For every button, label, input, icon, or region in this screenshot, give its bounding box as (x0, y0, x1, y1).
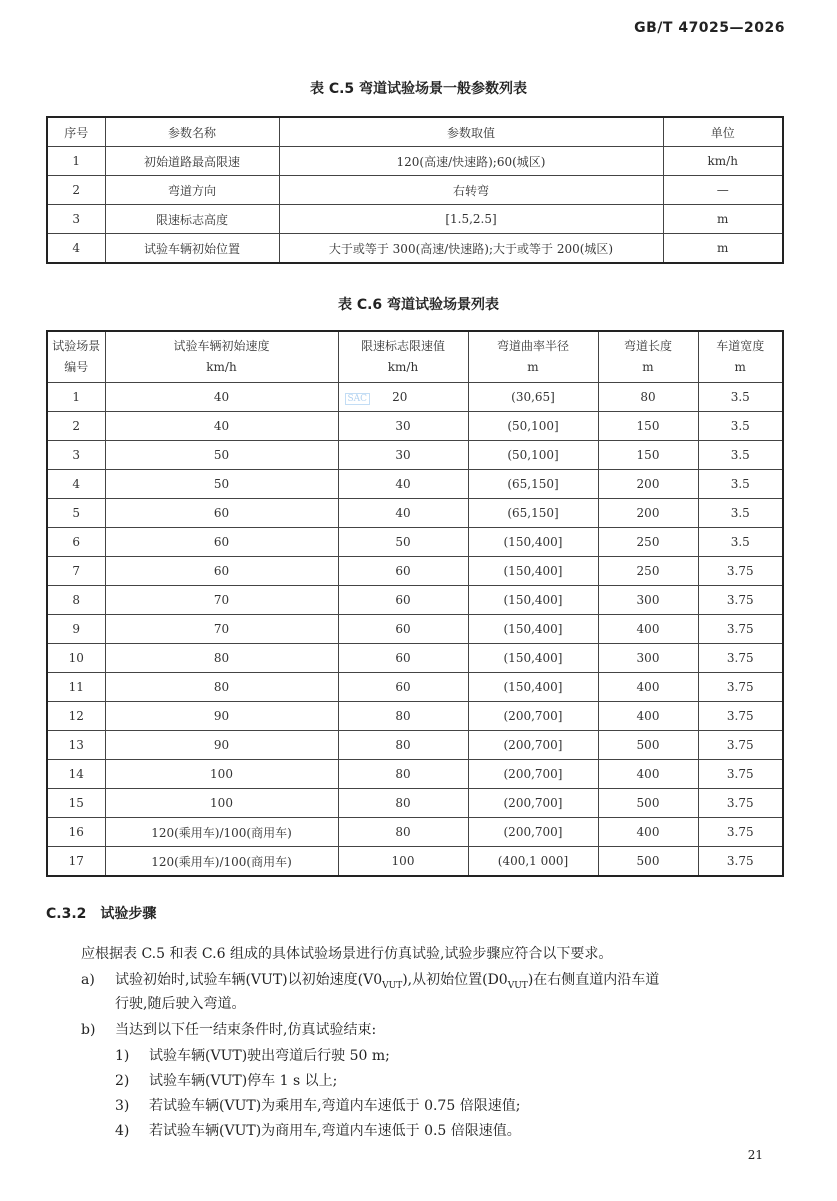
table-cell: 100 (105, 760, 338, 789)
table-cell: 3.5 (698, 528, 783, 557)
table-cell: 70 (105, 586, 338, 615)
table-cell: 8 (47, 586, 105, 615)
section-title: 试验步骤 (100, 906, 157, 922)
table-header-cell: 序号 (47, 117, 105, 147)
table-header-cell: 试验车辆初始速度 km/h (105, 331, 338, 383)
table-cell: (200,700] (468, 760, 598, 789)
list-label: b) (81, 1022, 96, 1038)
table-c5-caption: 表 C.5 弯道试验场景一般参数列表 (309, 81, 528, 97)
table-row (47, 205, 783, 234)
table-cell: 60 (105, 557, 338, 586)
table-cell: 6 (47, 528, 105, 557)
table-cell: 3.5 (698, 499, 783, 528)
list-item-a-continuation: 行驶,随后驶入弯道。 (115, 996, 246, 1012)
table-cell: 3.75 (698, 731, 783, 760)
table-cell: 3.5 (698, 441, 783, 470)
table-cell: 80 (338, 760, 468, 789)
table-row (47, 441, 783, 470)
table-row (47, 760, 783, 789)
table-cell: 3.75 (698, 847, 783, 877)
table-cell: 400 (598, 702, 698, 731)
table-cell: 400 (598, 760, 698, 789)
table-cell: 80 (105, 673, 338, 702)
table-cell: 80 (338, 731, 468, 760)
watermark-logo: SAC (345, 393, 371, 405)
table-cell: 400 (598, 818, 698, 847)
table-header-cell: 限速标志限速值 km/h (338, 331, 468, 383)
table-cell: 9 (47, 615, 105, 644)
table-cell: 250 (598, 528, 698, 557)
table-cell: 80 (338, 789, 468, 818)
table-row (47, 789, 783, 818)
table-cell: 13 (47, 731, 105, 760)
table-row (47, 847, 783, 877)
table-cell: [1.5,2.5] (279, 205, 663, 234)
sub-list-item: 3) 若试验车辆(VUT)为乘用车,弯道内车速低于 0.75 倍限速值; (115, 1098, 521, 1114)
table-cell: 50 (105, 441, 338, 470)
table-header-cell: 单位 (663, 117, 783, 147)
table-cell: 120(乘用车)/100(商用车) (105, 818, 338, 847)
table-cell: 16 (47, 818, 105, 847)
table-cell: (150,400] (468, 557, 598, 586)
table-cell: 1 (47, 147, 105, 176)
table-cell: (150,400] (468, 673, 598, 702)
table-cell: 限速标志高度 (105, 205, 279, 234)
section-heading (46, 903, 156, 923)
page-number: 21 (747, 1148, 763, 1162)
table-cell: 60 (338, 557, 468, 586)
table-cell: 初始道路最高限速 (105, 147, 279, 176)
table-row (47, 586, 783, 615)
table-cell: 300 (598, 586, 698, 615)
table-cell: (50,100] (468, 441, 598, 470)
table-cell: 400 (598, 673, 698, 702)
table-cell: 50 (338, 528, 468, 557)
standard-code: GB/T 47025—2026 (634, 20, 785, 36)
table-row (47, 412, 783, 441)
table-cell: 3.75 (698, 644, 783, 673)
table-cell: 14 (47, 760, 105, 789)
table-cell: 15 (47, 789, 105, 818)
table-cell: (200,700] (468, 731, 598, 760)
table-cell: (200,700] (468, 789, 598, 818)
table-c6-caption: 表 C.6 弯道试验场景列表 (337, 297, 500, 313)
table-cell: 4 (47, 470, 105, 499)
table-row (47, 499, 783, 528)
table-cell: m (663, 234, 783, 264)
table-row (47, 615, 783, 644)
table-header-cell: 弯道长度 m (598, 331, 698, 383)
table-c5 (46, 116, 784, 264)
table-cell: 200 (598, 470, 698, 499)
table-cell: (65,150] (468, 499, 598, 528)
table-cell: 3.75 (698, 557, 783, 586)
table-cell: 80 (338, 818, 468, 847)
table-cell: 3.75 (698, 702, 783, 731)
table-cell: 500 (598, 731, 698, 760)
table-header-cell: 车道宽度 m (698, 331, 783, 383)
table-cell: 80 (598, 383, 698, 412)
table-cell: 30 (338, 441, 468, 470)
table-row (47, 234, 783, 264)
table-cell: 12 (47, 702, 105, 731)
table-header-cell: 弯道曲率半径 m (468, 331, 598, 383)
table-c6 (46, 330, 784, 877)
table-cell: 80 (105, 644, 338, 673)
table-row (47, 673, 783, 702)
table-cell: 5 (47, 499, 105, 528)
table-cell: 4 (47, 234, 105, 264)
table-cell: 3.75 (698, 818, 783, 847)
table-cell: 3 (47, 205, 105, 234)
table-cell: 60 (338, 673, 468, 702)
table-cell: 2 (47, 176, 105, 205)
table-cell: 1 (47, 383, 105, 412)
table-cell: 400 (598, 615, 698, 644)
table-cell: 11 (47, 673, 105, 702)
sub-list-item: 2) 试验车辆(VUT)停车 1 s 以上; (115, 1073, 338, 1089)
table-row (47, 644, 783, 673)
table-row (47, 818, 783, 847)
table-cell: 40 (338, 470, 468, 499)
table-cell: 120(高速/快速路);60(城区) (279, 147, 663, 176)
table-cell: (150,400] (468, 528, 598, 557)
table-cell: SAC 20 (338, 383, 468, 412)
table-cell: (200,700] (468, 818, 598, 847)
table-cell: 17 (47, 847, 105, 877)
table-cell: (150,400] (468, 586, 598, 615)
list-item-b: b) 当达到以下任一结束条件时,仿真试验结束: (81, 1019, 376, 1041)
table-cell: 40 (105, 412, 338, 441)
table-cell: 500 (598, 847, 698, 877)
list-label: a) (81, 972, 95, 988)
table-row (47, 702, 783, 731)
table-cell: (150,400] (468, 615, 598, 644)
table-cell: 150 (598, 412, 698, 441)
table-cell: (30,65] (468, 383, 598, 412)
table-cell: 120(乘用车)/100(商用车) (105, 847, 338, 877)
table-row (47, 731, 783, 760)
table-cell: 500 (598, 789, 698, 818)
table-cell: 40 (105, 383, 338, 412)
table-cell: 3.5 (698, 470, 783, 499)
table-cell: 60 (105, 499, 338, 528)
table-cell: 3.5 (698, 412, 783, 441)
table-row (47, 557, 783, 586)
table-cell: 试验车辆初始位置 (105, 234, 279, 264)
table-row (47, 528, 783, 557)
table-cell: (65,150] (468, 470, 598, 499)
sub-list-item: 4) 若试验车辆(VUT)为商用车,弯道内车速低于 0.5 倍限速值。 (115, 1123, 521, 1139)
table-c5-header-row (47, 117, 783, 147)
table-cell: 3 (47, 441, 105, 470)
table-cell: 100 (338, 847, 468, 877)
table-cell: 30 (338, 412, 468, 441)
table-row (47, 147, 783, 176)
table-cell: 80 (338, 702, 468, 731)
table-cell: 3.75 (698, 789, 783, 818)
section-intro: 应根据表 C.5 和表 C.6 组成的具体试验场景进行仿真试验,试验步骤应符合以下要求。 (81, 946, 613, 962)
table-row (47, 383, 783, 412)
table-cell: 250 (598, 557, 698, 586)
table-cell: 70 (105, 615, 338, 644)
table-cell: — (663, 176, 783, 205)
table-row (47, 176, 783, 205)
table-cell: 200 (598, 499, 698, 528)
table-cell: 3.75 (698, 586, 783, 615)
table-cell: 大于或等于 300(高速/快速路);大于或等于 200(城区) (279, 234, 663, 264)
table-header-cell: 参数名称 (105, 117, 279, 147)
table-cell: (150,400] (468, 644, 598, 673)
table-cell: 10 (47, 644, 105, 673)
table-cell: 60 (338, 586, 468, 615)
table-cell: m (663, 205, 783, 234)
table-cell: 100 (105, 789, 338, 818)
table-cell: 3.75 (698, 673, 783, 702)
table-cell: 60 (338, 644, 468, 673)
table-cell: 60 (338, 615, 468, 644)
table-cell: 50 (105, 470, 338, 499)
table-row (47, 470, 783, 499)
table-cell: 3.5 (698, 383, 783, 412)
table-cell: 90 (105, 731, 338, 760)
table-cell: 90 (105, 702, 338, 731)
list-item-a: a) 试验初始时,试验车辆(VUT)以初始速度$(V0_{VUT})$,从初始位置$(D0_{VUT})$在右侧直道内沿车道 (81, 969, 659, 997)
table-cell: 弯道方向 (105, 176, 279, 205)
table-cell: 7 (47, 557, 105, 586)
table-c6-header-row (47, 331, 783, 383)
table-cell: 150 (598, 441, 698, 470)
table-cell: (400,1 000] (468, 847, 598, 877)
table-cell: 60 (105, 528, 338, 557)
table-cell: 3.75 (698, 760, 783, 789)
table-header-cell: 试验场景 编号 (47, 331, 105, 383)
table-cell: 右转弯 (279, 176, 663, 205)
table-cell: 40 (338, 499, 468, 528)
sub-list-item: 1) 试验车辆(VUT)驶出弯道后行驶 50 m; (115, 1048, 390, 1064)
table-cell: km/h (663, 147, 783, 176)
table-cell: (200,700] (468, 702, 598, 731)
section-number: C.3.2 (46, 906, 87, 922)
table-cell: (50,100] (468, 412, 598, 441)
table-cell: 2 (47, 412, 105, 441)
table-header-cell: 参数取值 (279, 117, 663, 147)
table-cell: 300 (598, 644, 698, 673)
table-cell: 3.75 (698, 615, 783, 644)
